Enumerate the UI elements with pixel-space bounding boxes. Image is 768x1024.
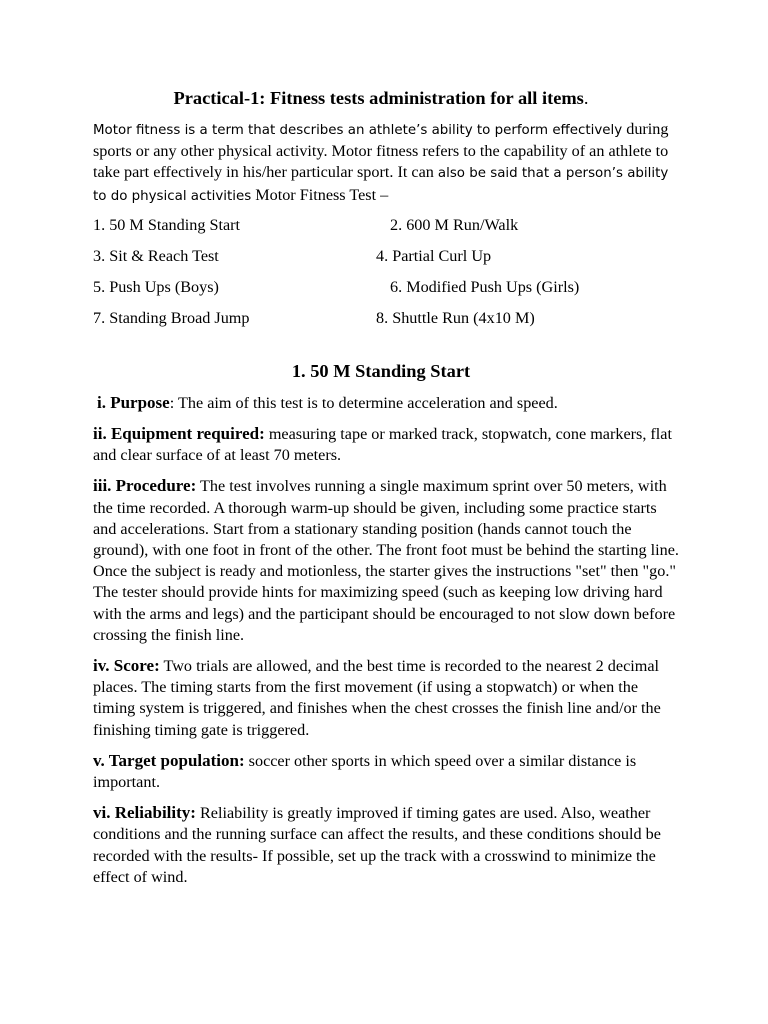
score-label: iv. Score: — [93, 656, 160, 676]
test-item-1: 1. 50 M Standing Start — [93, 215, 241, 234]
reliability-paragraph — [93, 802, 683, 888]
procedure-label: iii. Procedure: — [93, 476, 197, 496]
equipment-label: ii. Equipment required: — [93, 424, 265, 444]
test-row — [93, 246, 683, 277]
score-text: Two trials are allowed, and the best time is recorded to the nearest 2 decimal places. The timing starts from the first movement (if using a stopwatch) or when the timing system is triggered, and finishes when the chest crosses the finish line and/or the finishing timing gate is triggered. — [93, 657, 661, 739]
test-row — [93, 277, 683, 308]
page-title-period: . — [583, 88, 589, 108]
test-item-6: 6. Modified Push Ups (Girls) — [390, 277, 580, 296]
target-population-text: soccer other sports in which speed over a similar distance is important. — [93, 751, 637, 792]
procedure-text: The test involves running a single maximum sprint over 50 meters, with the time recorded. A thorough warm-up should be given, including some practice starts and accelerations. Start from a stationary standing position (hands cannot touch the ground), with one foot in front of the other. The front foot must be behind the starting line. Once the subject is ready and motionless, the starter gives the instructions "set" then "go." The tester should provide hints for maximizing speed (such as keeping low driving hard with the arms and legs) and the participant should be encouraged to not slow down before crossing the finish line. — [93, 477, 679, 644]
purpose-label: i. Purpose — [97, 392, 170, 412]
purpose-paragraph — [93, 392, 683, 414]
intro-text-3: also be said that a person’s ability to do physical activities — [93, 166, 669, 204]
intro-text-1: Motor fitness is a term that describes an athlete’s ability to perform effectively — [93, 123, 623, 138]
test-list — [93, 215, 683, 339]
page-title-text: Practical-1: Fitness tests administration for all items — [173, 88, 584, 108]
test-item-8: 8. Shuttle Run (4x10 M) — [376, 308, 535, 327]
purpose-text: : The aim of this test is to determine acceleration and speed. — [169, 393, 558, 412]
reliability-text: Reliability is greatly improved if timing gates are used. Also, weather conditions and the running surface can affect the results, and these conditions should be recorded with the results- If possible, set up the track with a crosswind to minimize the effect of wind. — [93, 804, 661, 886]
test-item-2: 2. 600 M Run/Walk — [390, 215, 519, 234]
equipment-paragraph — [93, 423, 683, 466]
equipment-text: measuring tape or marked track, stopwatch, cone markers, flat and clear surface of at least 70 meters. — [93, 425, 672, 465]
test-item-5: 5. Push Ups (Boys) — [93, 277, 219, 296]
score-paragraph — [93, 655, 683, 741]
target-population-label: v. Target population: — [93, 750, 245, 770]
section-title: 1. 50 M Standing Start — [291, 360, 471, 381]
test-item-3: 3. Sit & Reach Test — [93, 246, 219, 265]
document-page — [93, 86, 683, 888]
target-population-paragraph — [93, 750, 683, 793]
test-item-4: 4. Partial Curl Up — [376, 246, 492, 265]
intro-text-2: during sports or any other physical activity. Motor fitness refers to the capability of an athlete to take part effectively in his/her particular sport. It can — [93, 120, 669, 182]
page-title — [93, 86, 683, 110]
test-row — [93, 308, 683, 339]
intro-text-4: Motor Fitness Test – — [251, 185, 389, 204]
intro-paragraph — [93, 119, 683, 207]
test-item-7: 7. Standing Broad Jump — [93, 308, 250, 327]
procedure-paragraph — [93, 475, 683, 646]
test-row — [93, 215, 683, 246]
reliability-label: vi. Reliability: — [93, 803, 196, 823]
